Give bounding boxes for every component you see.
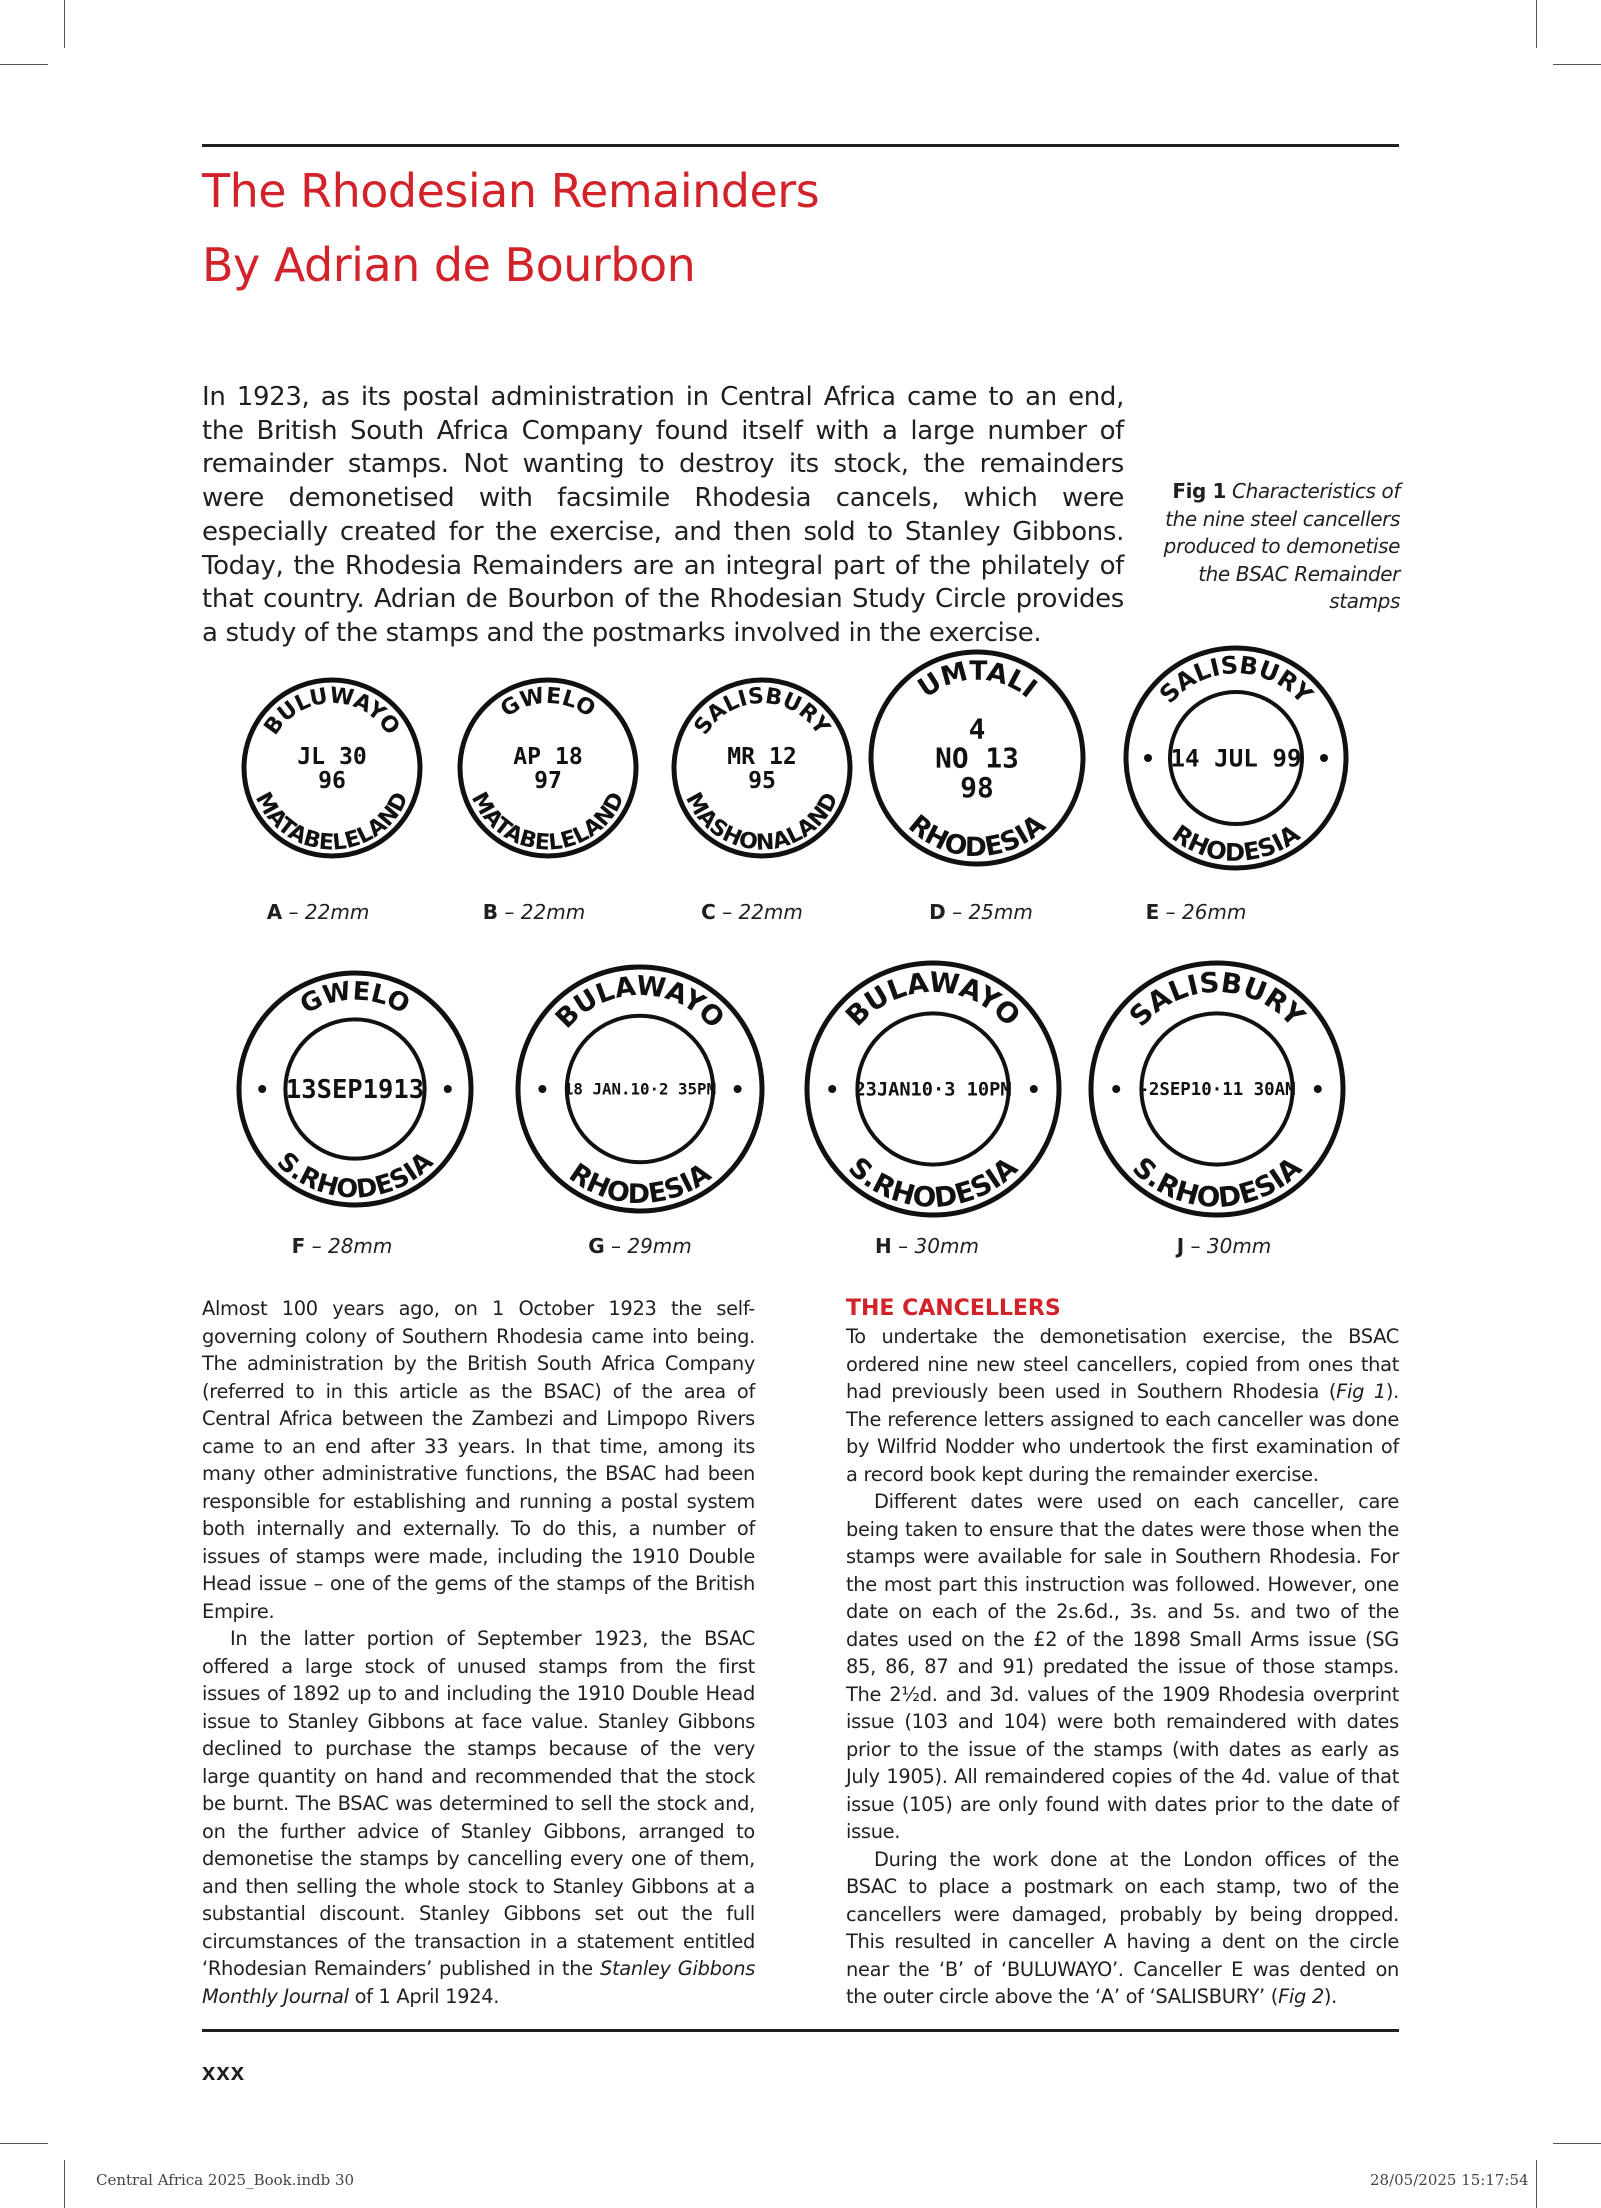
body-paragraph [202,1625,755,2010]
canceller-caption: B – 22mm [482,900,586,924]
postmark-date: 96 [318,768,346,795]
postmark-h [807,963,1059,1215]
page-folio: xxx [202,2059,246,2086]
postmark-region: MATABELELAND [465,788,630,856]
postmark-date: 95 [748,768,776,795]
postmark-date: 97 [534,768,562,795]
body-text: ). The reference letters assigned to each canceller was done by Wilfrid Nodder who undertook the first examination of a record book kept during the remainder exercise. [846,1380,1399,1486]
postmark-d [871,652,1083,864]
canceller-caption: G – 29mm [588,1234,692,1258]
postmark-date: 23JAN10·3 10PM [854,1079,1012,1101]
canceller-caption: J – 30mm [1176,1234,1272,1258]
body-column-left [202,1295,755,2010]
postmark-region: RHODESIA [902,808,1052,864]
postmark-e [1126,648,1346,868]
body-paragraph: Different dates were used on each canceller, care being taken to ensure that the dates were those when the stamps were available for sale in Southern Rhodesia. For the most part this instruction was followed. However, one date on each of the 2s.6d., 3s. and 5s. and two of the dates used on the £2 of the 1898 Small Arms issue (SG 85, 86, 87 and 91) predated the issue of those stamps. The 2½d. and 3d. values of the 1909 Rhodesia overprint issue (103 and 104) were both remaindered with dates prior to the issue of the stamps (with dates as early as July 1905). All remaindered copies of the 4d. value of that issue (105) are only found with dates prior to the date of issue. [846,1490,1399,1843]
postmark-date: 4 [968,712,986,746]
body-text: ). [1323,1985,1338,2008]
postmark-town: SALISBURY [689,683,835,740]
postmark-b [460,680,636,856]
body-paragraph [846,1323,1399,1488]
postmark-region: MASHONALAND [680,788,844,856]
body-text: During the work done at the London offices of the BSAC to place a postmark on each stamp, two of the cancellers were damaged, probably by being dropped. This resulted in canceller A having a dent on the circle near the ‘B’ of ‘BULUWAYO’. Canceller E was dented on the outer circle above the ‘A’ of ‘SALISBURY’ ( [846,1847,1399,2008]
canceller-caption: F – 28mm [291,1234,393,1258]
body-text: To undertake the demonetisation exercise, the BSAC ordered nine new steel cancellers, copied from ones that had previously been used in Southern Rhodesia ( [846,1325,1399,1403]
figure-reference: Fig 2 [1278,1985,1324,2008]
postmark-town: UMTALI [912,655,1043,705]
postmark-region: S.RHODESIA [270,1146,440,1205]
postmark-date: 14 JUL 99 [1170,744,1302,773]
standfirst: In 1923, as its postal administration in Central Africa came to an end, the British South Africa Company found itself with a large number of remainder stamps. Not wanting to destroy its stock, the remainders were demonetised with facsimile Rhodesia cancels, which were especially created for the exercise, and then sold to Stanley Gibbons. Today, the Rhodesia Remainders are an integral part of the philately of that country. Adrian de Bourbon of the Rhodesian Study Circle provides a study of the stamps and the postmarks involved in the exercise. [202,382,1124,648]
postmark-town: GWELO [295,976,415,1021]
postmark-c [674,680,850,856]
canceller-caption: A – 22mm [266,900,370,924]
canceller-caption: D – 25mm [929,900,1033,924]
section-heading: THE CANCELLERS [846,1296,1061,1321]
postmark-town: GWELO [496,683,600,723]
canceller-caption: C – 22mm [701,900,803,924]
postmark-date: -2SEP10·11 30AM [1138,1080,1296,1101]
postmark-region: RHODESIA [563,1157,717,1211]
postmark-a [244,680,420,856]
postmark-dot [258,1085,266,1093]
postmark-f [239,973,471,1205]
figure-caption-text: Characteristics of the nine steel cancellers produced to demonetise the BSAC Remainder stamps [1163,479,1400,613]
postmark-date: 98 [960,770,994,804]
postmark-town: BULAWAYO [549,970,731,1035]
postmark-date: MR 12 [727,743,797,770]
journal-title: Stanley Gibbons Monthly Journal [202,1957,755,2008]
postmark-date: NO 13 [935,741,1019,775]
canceller-caption: E – 26mm [1145,900,1247,924]
postmark-town: SALISBURY [1154,651,1318,709]
body-text: of 1 April 1924. [348,1984,500,2008]
postmark-region: RHODESIA [1167,819,1305,867]
body-column-right [846,1295,1399,2011]
body-paragraph: Almost 100 years ago, on 1 October 1923 the self-governing colony of Southern Rhodesia came into being. The administration by the British South Africa Company (referred to in this article as the BSAC) of the area of Central Africa between the Zambezi and Limpopo Rivers came to an end after 33 years. In that time, among its many other administrative functions, the BSAC had been responsible for establishing and running a postal system both internally and externally. To do this, a number of issues of stamps were made, including the 1910 Double Head issue – one of the gems of the stamps of the British Empire. [202,1297,755,1623]
postmark-dot [444,1085,452,1093]
bottom-rule [202,2029,1399,2032]
postmark-town: SALISBURY [1122,965,1312,1033]
article-byline: By Adrian de Bourbon [202,238,696,292]
slug-timestamp: 28/05/2025 15:17:54 [1370,2171,1529,2189]
postmark-dot [1314,1085,1322,1093]
postmark-region: MATABELELAND [249,788,414,856]
postmark-date: AP 18 [513,743,583,770]
postmark-j [1091,963,1343,1215]
postmark-date: 18 JAN.10·2 35PM [563,1079,717,1099]
postmark-dot [1030,1085,1038,1093]
postmark-dot [1320,754,1328,762]
crop-mark [0,2143,48,2144]
postmark-dot [538,1085,546,1093]
postmark-dot [734,1085,742,1093]
crop-mark [1553,2143,1601,2144]
postmark-g [518,967,762,1211]
postmark-date: 13SEP1913 [285,1074,425,1105]
postmark-dot [1144,754,1152,762]
crop-mark [1536,2160,1537,2208]
postmark-dot [1112,1085,1120,1093]
crop-mark [64,2160,65,2208]
figure-reference: Fig 1 [1336,1380,1386,1403]
article-title: The Rhodesian Remainders [202,164,820,218]
body-text: In the latter portion of September 1923, the BSAC offered a large stock of unused stamps from the first issues of 1892 up to and including the 1910 Double Head issue to Stanley Gibbons at face value. Stanley Gibbons declined to purchase the stamps because of the very large quantity on hand and recommended that the stock be burnt. The BSAC was determined to sell the stock and, on the further advice of Stanley Gibbons, arranged to demonetise the stamps by cancelling every one of them, and then selling the whole stock to Stanley Gibbons at a substantial discount. Stanley Gibbons set out the full circumstances of the transaction in a statement entitled ‘Rhodesian Remainders’ published in the [202,1627,755,1980]
canceller-caption: H – 30mm [875,1234,979,1258]
postmark-date: JL 30 [297,743,367,770]
body-paragraph [846,1846,1399,2011]
postmark-dot [828,1085,836,1093]
figure-label: Fig 1 [1172,479,1227,503]
postmark-region: S.RHODESIA [842,1150,1024,1215]
postmark-town: BULUWAYO [259,683,405,740]
slug-filename: Central Africa 2025_Book.indb 30 [96,2171,355,2189]
postmark-town: BULAWAYO [838,965,1027,1033]
postmark-region: S.RHODESIA [1126,1150,1308,1215]
